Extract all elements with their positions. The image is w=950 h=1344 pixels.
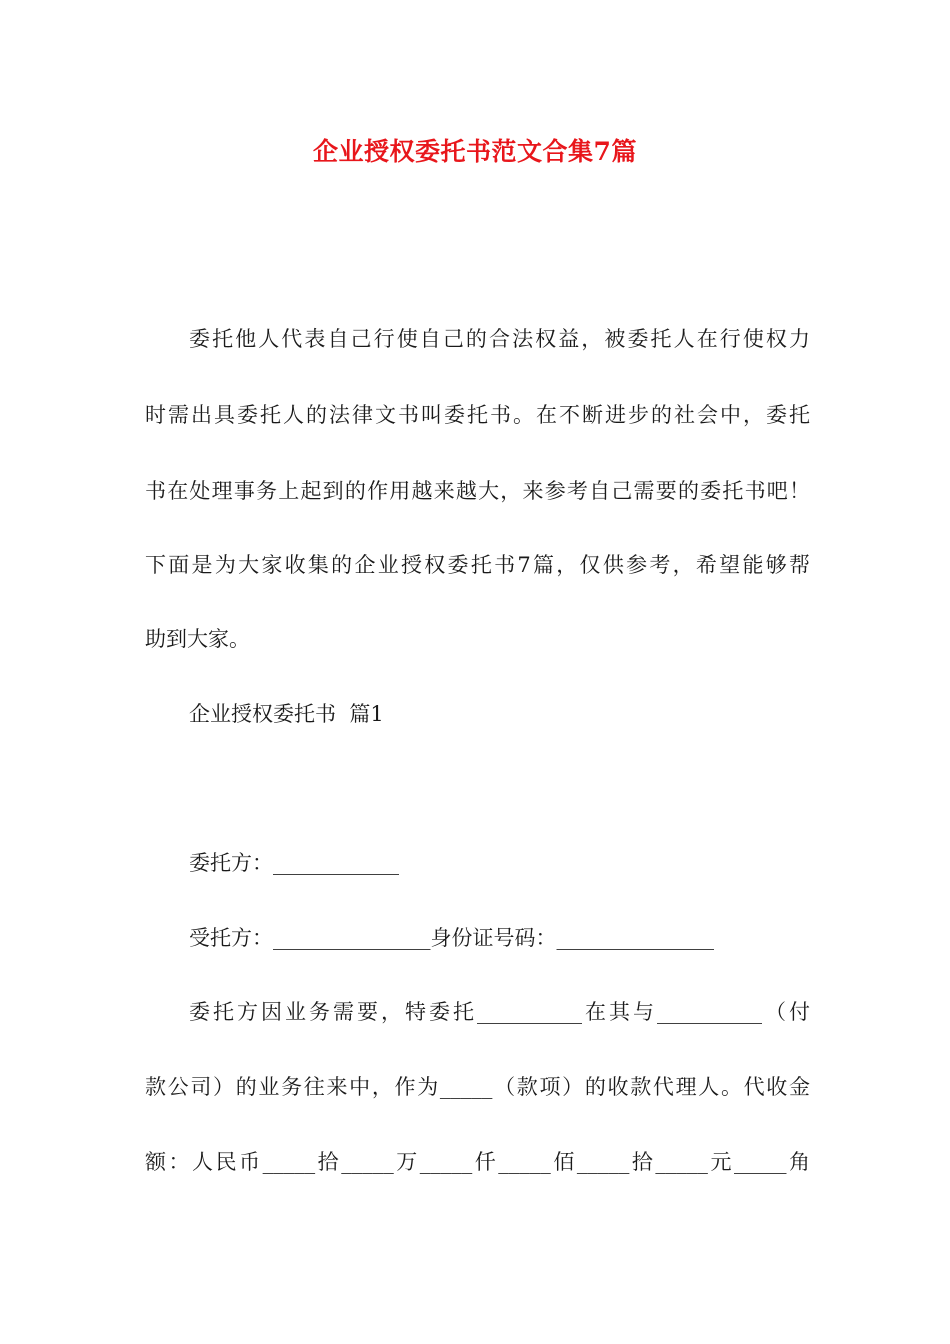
intro-line-4: 下面是为大家收集的企业授权委托书7篇，仅供参考，希望能够帮 [145, 553, 810, 577]
intro-line-1: 委托他人代表自己行使自己的合法权益，被委托人在行使权力 [189, 327, 810, 351]
agent-line: 受托方：_______________身份证号码：_______________ [189, 926, 714, 950]
document-title: 企业授权委托书范文合集7篇 [313, 137, 637, 166]
principal-line: 委托方：____________ [189, 851, 399, 875]
intro-line-5: 助到大家。 [145, 627, 250, 651]
section-heading: 企业授权委托书 篇1 [189, 702, 384, 726]
intro-line-3: 书在处理事务上起到的作用越来越大，来参考自己需要的委托书吧！ [145, 479, 810, 503]
intro-line-2: 时需出具委托人的法律文书叫委托书。在不断进步的社会中，委托 [145, 403, 810, 427]
body-line-2: 款公司）的业务往来中，作为_____（款项）的收款代理人。代收金 [145, 1075, 810, 1099]
body-line-1: 委托方因业务需要，特委托__________在其与__________（付 [189, 1000, 810, 1024]
body-line-3: 额：人民币_____拾_____万_____仟_____佰_____拾_____元_____角 [145, 1150, 810, 1174]
